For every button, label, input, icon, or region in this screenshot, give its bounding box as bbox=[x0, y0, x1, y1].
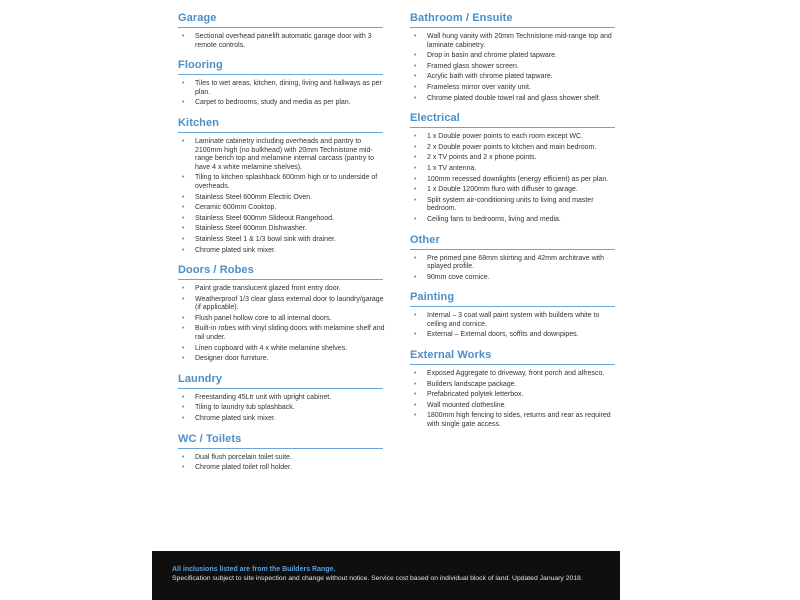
list-item bbox=[170, 355, 385, 364]
bullet-icon: • bbox=[414, 62, 417, 70]
list-item bbox=[170, 296, 385, 313]
section-flooring bbox=[170, 59, 385, 108]
section-title: Electrical bbox=[410, 112, 460, 125]
list-item bbox=[170, 174, 385, 191]
item-list bbox=[402, 33, 617, 103]
list-item-text: Stainless Steel 1 & 1/3 bowl sink with drainer. bbox=[195, 235, 336, 243]
bullet-icon: • bbox=[414, 143, 417, 151]
list-item-text: Builders landscape package. bbox=[427, 380, 517, 388]
list-item bbox=[170, 225, 385, 234]
bullet-icon: • bbox=[182, 344, 185, 352]
list-item-text: Dual flush porcelain toilet suite. bbox=[195, 453, 292, 461]
section-title: Doors / Robes bbox=[178, 264, 254, 277]
list-item-text: Acrylic bath with chrome plated tapware. bbox=[427, 73, 553, 81]
list-item-text: Laminate cabinetry including overheads and pantry to 2100mm high (no bulkhead) with 20mm Technistone mid-range bench top and melamine internal carcass (pantry to have 4 x white melamine shelves). bbox=[195, 137, 374, 171]
bullet-icon: • bbox=[414, 52, 417, 60]
list-item bbox=[402, 176, 617, 185]
section-title: Garage bbox=[178, 12, 217, 24]
bullet-icon: • bbox=[414, 215, 417, 223]
list-item-text: Stainless Steel 600mm Slideout Rangehood. bbox=[195, 214, 334, 222]
list-item-text: Exposed Aggregate to driveway, front porch and alfresco. bbox=[427, 370, 605, 378]
section-wc-toilets bbox=[170, 433, 385, 473]
section-title: Other bbox=[410, 233, 440, 246]
list-item bbox=[402, 255, 617, 272]
bullet-icon: • bbox=[414, 331, 417, 339]
bullet-icon: • bbox=[414, 33, 417, 40]
bullet-icon: • bbox=[414, 133, 417, 141]
bullet-icon: • bbox=[414, 196, 417, 204]
list-item bbox=[170, 415, 385, 424]
bullet-icon: • bbox=[414, 94, 417, 102]
list-item-text: 1 x Double power points to each room except WC. bbox=[427, 133, 584, 141]
list-item bbox=[402, 312, 617, 329]
list-item bbox=[402, 412, 617, 429]
list-item-text: 100mm recessed downlights (energy efficient) as per plan. bbox=[427, 175, 609, 183]
section-divider bbox=[410, 249, 615, 250]
section-title: Bathroom / Ensuite bbox=[410, 12, 513, 24]
section-external-works bbox=[402, 349, 617, 430]
section-divider bbox=[178, 132, 383, 133]
section-divider bbox=[178, 388, 383, 389]
list-item bbox=[170, 247, 385, 256]
bullet-icon: • bbox=[182, 174, 185, 182]
list-item-text: Chrome plated double towel rail and glass shower shelf. bbox=[427, 94, 601, 102]
section-garage bbox=[170, 12, 385, 50]
list-item-text: Sectional overhead panelift automatic garage door with 3 remote controls. bbox=[195, 33, 372, 49]
bullet-icon: • bbox=[414, 412, 417, 420]
list-item-text: Chrome plated toilet roll holder. bbox=[195, 464, 292, 472]
item-list bbox=[170, 33, 385, 50]
list-item bbox=[402, 165, 617, 174]
section-divider bbox=[178, 74, 383, 75]
list-item bbox=[402, 274, 617, 283]
list-item bbox=[170, 236, 385, 245]
list-item-text: 1 x Double 1200mm fluro with diffuser to garage. bbox=[427, 186, 578, 194]
footer-disclaimer-text: Specification subject to site inspection and change without notice. Service cost based on individual block of land. Updated January 2018. bbox=[172, 575, 583, 582]
list-item bbox=[402, 370, 617, 379]
list-item bbox=[402, 95, 617, 104]
bullet-icon: • bbox=[182, 393, 185, 401]
list-item-text: Split system air-conditioning units to living and master bedroom. bbox=[427, 196, 594, 213]
list-item-text: Paint grade translucent glazed front entry door. bbox=[195, 285, 341, 293]
list-item-text: Designer door furniture. bbox=[195, 355, 269, 363]
section-title: External Works bbox=[410, 349, 492, 362]
left-column bbox=[170, 12, 385, 482]
list-item bbox=[170, 215, 385, 224]
list-item-text: Wall hung vanity with 20mm Technistone mid-range top and laminate cabinetry. bbox=[427, 33, 612, 49]
section-title: Painting bbox=[410, 291, 455, 304]
bullet-icon: • bbox=[182, 285, 185, 293]
list-item bbox=[402, 63, 617, 72]
list-item-text: Frameless mirror over vanity unit. bbox=[427, 83, 531, 91]
list-item bbox=[170, 194, 385, 203]
bullet-icon: • bbox=[414, 273, 417, 281]
right-column bbox=[402, 12, 617, 439]
footer-highlight-text: All inclusions listed are from the Builders Range. bbox=[172, 566, 336, 573]
list-item bbox=[402, 186, 617, 195]
list-item bbox=[402, 73, 617, 82]
list-item bbox=[402, 133, 617, 142]
list-item-text: 2 x Double power points to kitchen and main bedroom. bbox=[427, 143, 597, 151]
bullet-icon: • bbox=[414, 254, 417, 262]
item-list bbox=[402, 133, 617, 224]
list-item bbox=[170, 325, 385, 342]
bullet-icon: • bbox=[182, 214, 185, 222]
item-list bbox=[170, 138, 385, 255]
section-divider bbox=[410, 306, 615, 307]
list-item-text: 2 x TV points and 2 x phone points. bbox=[427, 154, 537, 162]
section-title: WC / Toilets bbox=[178, 432, 242, 445]
list-item bbox=[170, 80, 385, 97]
item-list bbox=[170, 80, 385, 108]
list-item-text: Tiles to wet areas, kitchen, dining, living and hallways as per plan. bbox=[195, 80, 382, 96]
list-item bbox=[170, 138, 385, 172]
list-item bbox=[402, 197, 617, 214]
list-item-text: Ceramic 600mm Cooktop. bbox=[195, 204, 277, 212]
footer-banner bbox=[152, 551, 620, 600]
list-item bbox=[170, 404, 385, 413]
bullet-icon: • bbox=[182, 415, 185, 423]
list-item bbox=[402, 391, 617, 400]
section-divider bbox=[178, 27, 383, 28]
bullet-icon: • bbox=[182, 204, 185, 212]
list-item bbox=[402, 154, 617, 163]
bullet-icon: • bbox=[182, 295, 185, 303]
list-item-text: Weatherproof 1/3 clear glass external door to laundry/garage (if applicable). bbox=[195, 295, 384, 312]
bullet-icon: • bbox=[414, 73, 417, 81]
bullet-icon: • bbox=[414, 401, 417, 409]
item-list bbox=[402, 312, 617, 340]
list-item-text: 90mm cove cornice. bbox=[427, 273, 490, 281]
list-item-text: Freestanding 45Ltr unit with upright cabinet. bbox=[195, 393, 332, 401]
list-item bbox=[402, 381, 617, 390]
bullet-icon: • bbox=[182, 355, 185, 363]
list-item-text: Wall mounted clothesline. bbox=[427, 401, 507, 409]
list-item bbox=[402, 216, 617, 225]
bullet-icon: • bbox=[414, 83, 417, 91]
list-item-text: Internal – 3 coat wall paint system with builders white to ceiling and cornice. bbox=[427, 312, 600, 328]
list-item bbox=[170, 99, 385, 108]
section-divider bbox=[410, 27, 615, 28]
bullet-icon: • bbox=[182, 137, 185, 145]
item-list bbox=[402, 255, 617, 283]
list-item-text: Stainless Steel 600mm Electric Oven. bbox=[195, 193, 313, 201]
list-item-text: Prefabricated polytek letterbox. bbox=[427, 391, 524, 399]
list-item bbox=[402, 331, 617, 340]
list-item bbox=[170, 454, 385, 463]
bullet-icon: • bbox=[414, 370, 417, 378]
section-title: Flooring bbox=[178, 59, 223, 72]
bullet-icon: • bbox=[182, 404, 185, 412]
section-divider bbox=[178, 448, 383, 449]
section-laundry bbox=[170, 373, 385, 424]
item-list bbox=[170, 454, 385, 473]
list-item bbox=[170, 33, 385, 50]
section-painting bbox=[402, 291, 617, 340]
bullet-icon: • bbox=[414, 164, 417, 172]
bullet-icon: • bbox=[182, 235, 185, 243]
list-item bbox=[170, 285, 385, 294]
bullet-icon: • bbox=[414, 186, 417, 194]
item-list bbox=[170, 394, 385, 424]
list-item-text: Chrome plated sink mixer. bbox=[195, 415, 276, 423]
bullet-icon: • bbox=[182, 80, 185, 88]
bullet-icon: • bbox=[182, 33, 185, 40]
bullet-icon: • bbox=[182, 193, 185, 201]
item-list bbox=[170, 285, 385, 364]
list-item bbox=[170, 204, 385, 213]
list-item-text: Tiling to kitchen splashback 600mm high or to underside of overheads. bbox=[195, 174, 378, 190]
section-bathroom-ensuite bbox=[402, 12, 617, 103]
bullet-icon: • bbox=[414, 391, 417, 399]
bullet-icon: • bbox=[414, 312, 417, 320]
list-item-text: Tiling to laundry tub splashback. bbox=[195, 404, 295, 412]
section-divider bbox=[410, 127, 615, 128]
section-other bbox=[402, 234, 617, 283]
section-title: Laundry bbox=[178, 372, 223, 385]
section-kitchen bbox=[170, 117, 385, 255]
list-item-text: 1 x TV antenna. bbox=[427, 164, 477, 172]
list-item-text: Drop in basin and chrome plated tapware. bbox=[427, 52, 557, 60]
list-item-text: Built-in robes with vinyl sliding doors with melamine shelf and rail under. bbox=[195, 325, 385, 342]
section-title: Kitchen bbox=[178, 116, 220, 129]
bullet-icon: • bbox=[182, 225, 185, 233]
list-item bbox=[402, 144, 617, 153]
bullet-icon: • bbox=[414, 154, 417, 162]
list-item-text: Ceiling fans to bedrooms, living and media. bbox=[427, 215, 561, 223]
section-electrical bbox=[402, 112, 617, 224]
bullet-icon: • bbox=[182, 325, 185, 333]
section-doors-robes bbox=[170, 264, 385, 364]
list-item-text: Stainless Steel 600mm Dishwasher. bbox=[195, 225, 307, 233]
list-item-text: Linen cupboard with 4 x white melamine shelves. bbox=[195, 344, 348, 352]
bullet-icon: • bbox=[182, 99, 185, 107]
section-divider bbox=[178, 279, 383, 280]
list-item-text: 1800mm high fencing to sides, returns and rear as required with single gate access. bbox=[427, 412, 611, 429]
list-item-text: Framed glass shower screen. bbox=[427, 62, 519, 70]
section-divider bbox=[410, 364, 615, 365]
list-item bbox=[170, 345, 385, 354]
bullet-icon: • bbox=[182, 464, 185, 472]
bullet-icon: • bbox=[182, 246, 185, 254]
list-item bbox=[170, 464, 385, 473]
list-item bbox=[170, 394, 385, 403]
bullet-icon: • bbox=[414, 175, 417, 183]
item-list bbox=[402, 370, 617, 430]
list-item bbox=[402, 52, 617, 61]
list-item bbox=[170, 315, 385, 324]
list-item-text: Pre primed pine 68mm skirting and 42mm architrave with splayed profile. bbox=[427, 254, 605, 271]
list-item-text: Flush panel hollow core to all internal doors. bbox=[195, 314, 332, 322]
list-item-text: Carpet to bedrooms, study and media as per plan. bbox=[195, 99, 351, 107]
list-item bbox=[402, 33, 617, 50]
list-item bbox=[402, 402, 617, 411]
list-item-text: External – External doors, soffits and downpipes. bbox=[427, 331, 579, 339]
list-item bbox=[402, 84, 617, 93]
list-item-text: Chrome plated sink mixer. bbox=[195, 246, 276, 254]
bullet-icon: • bbox=[414, 380, 417, 388]
bullet-icon: • bbox=[182, 314, 185, 322]
bullet-icon: • bbox=[182, 453, 185, 461]
